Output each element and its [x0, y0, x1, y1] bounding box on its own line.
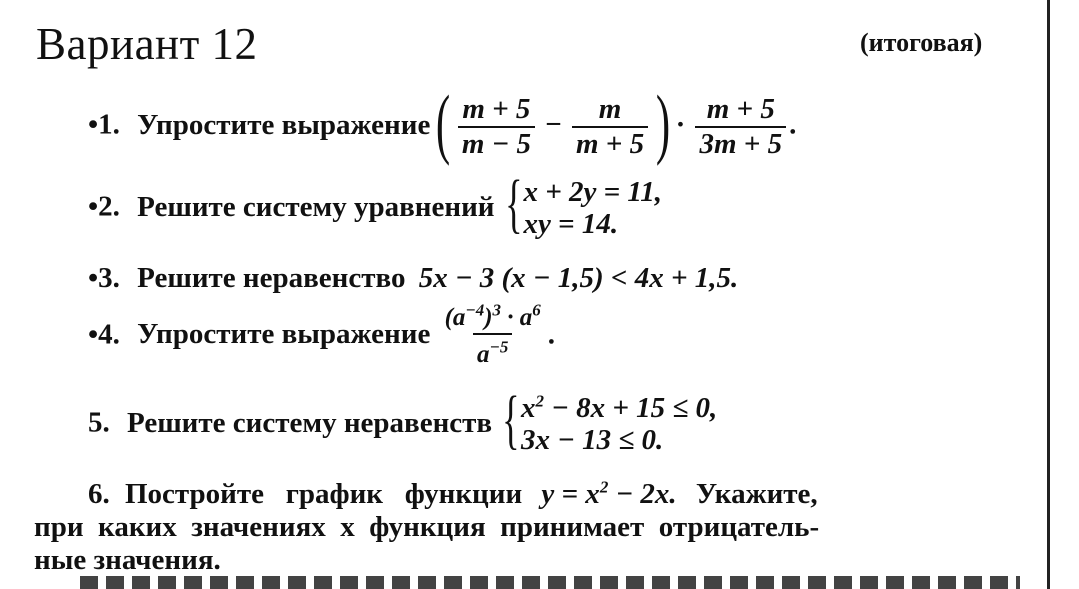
task-2 — [88, 167, 663, 242]
task-6-formula — [541, 478, 676, 510]
exponent-minus-5: −5 — [489, 337, 509, 357]
task-6-text-a: Постройте график функции — [125, 478, 523, 510]
inequality-1-base: x — [521, 392, 536, 425]
inequality-2: 3x − 13 ≤ 0. — [521, 424, 664, 456]
exponent-3: 3 — [492, 300, 502, 320]
task-6-number: 6. — [88, 478, 110, 510]
fraction-1 — [458, 93, 535, 162]
task-5-text: Решите систему неравенств — [127, 406, 493, 439]
task-6-line-3: ные значения. — [34, 544, 221, 576]
task-4-text: Упростите выражение — [137, 318, 431, 351]
fraction-2-numerator: m — [598, 92, 622, 125]
fraction-3 — [695, 93, 786, 162]
inequality-1-rest: − 8x + 15 ≤ 0, — [544, 392, 718, 425]
fraction-4-denominator — [473, 333, 512, 370]
numerator-base: (a — [444, 304, 466, 331]
fraction-2-denominator: m + 5 — [572, 126, 648, 161]
fraction-2 — [572, 93, 648, 162]
equation-2: xy = 14. — [523, 208, 619, 240]
task-1 — [88, 79, 797, 166]
task-5-number: 5. — [88, 406, 110, 439]
multiply-dot: · — [675, 108, 686, 141]
task-5 — [88, 383, 718, 458]
right-paren: ) — [656, 79, 671, 166]
fraction-4-numerator — [441, 300, 545, 333]
inequality-1-exponent: 2 — [535, 391, 545, 411]
task-2-number: •2. — [88, 190, 120, 223]
inequality-1 — [521, 393, 717, 425]
task-2-text: Решите систему уравнений — [137, 190, 495, 223]
task-1-text: Упростите выражение — [137, 108, 431, 141]
task-1-end: . — [789, 108, 797, 141]
formula-start: y = x — [541, 478, 600, 510]
formula-end: − 2x. — [608, 478, 677, 510]
numerator-close-paren: ) — [484, 304, 493, 331]
task-3-inequality: 5x − 3 (x − 1,5) < 4x + 1,5. — [418, 262, 739, 294]
left-paren: ( — [435, 79, 450, 166]
system-brace: { — [504, 167, 523, 240]
task-4 — [88, 300, 556, 370]
fraction-4 — [441, 300, 545, 370]
task-4-end: . — [547, 318, 556, 351]
task-4-number: •4. — [88, 318, 120, 351]
denominator-base: a — [477, 340, 490, 368]
task-3-number: •3. — [88, 262, 120, 294]
system-brace: { — [502, 383, 520, 456]
task-6-text-b: Укажите, — [695, 478, 818, 510]
task-6-line-2: при каких значениях x функция принимает отрицатель- — [34, 511, 820, 543]
equation-system — [502, 167, 663, 242]
fraction-1-denominator: m − 5 — [458, 126, 535, 161]
exponent-minus-4: −4 — [465, 300, 485, 320]
exponent-6: 6 — [532, 300, 541, 320]
task-3 — [88, 262, 738, 295]
equation-1: x + 2y = 11, — [523, 176, 663, 209]
page-edge-line — [1047, 0, 1060, 589]
fraction-1-numerator: m + 5 — [462, 92, 531, 125]
fraction-3-denominator: 3m + 5 — [695, 126, 786, 161]
numerator-product: · a — [501, 304, 533, 331]
minus-sign: − — [545, 108, 562, 141]
variant-subtitle: (итоговая) — [860, 28, 983, 57]
fraction-3-numerator: m + 5 — [706, 92, 775, 125]
cropped-next-line — [80, 576, 1020, 589]
task-3-text: Решите неравенство — [137, 262, 406, 294]
formula-exponent: 2 — [599, 477, 609, 497]
inequality-system — [499, 383, 718, 458]
task-6-line-1 — [88, 478, 818, 511]
variant-title: Вариант 12 — [36, 19, 258, 69]
task-1-number: •1. — [88, 108, 120, 141]
